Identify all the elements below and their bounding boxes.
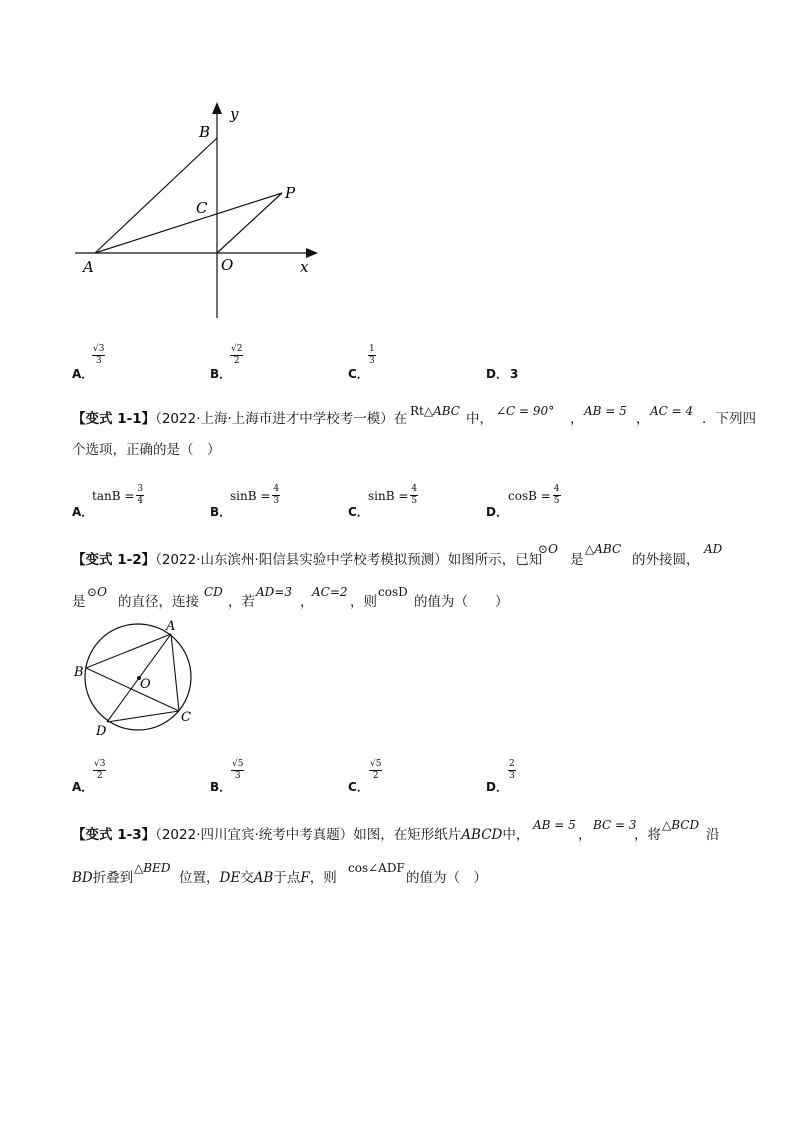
- q2-tri: ABC: [594, 542, 622, 556]
- q1-tag-close: 】: [141, 411, 156, 427]
- q3-jiao: 交: [240, 870, 254, 886]
- q1-comma2: ，: [636, 411, 650, 427]
- q1-option-c-letter: C．: [348, 505, 369, 519]
- q2-triangle-abc: [585, 542, 621, 556]
- label-x: x: [300, 258, 309, 276]
- q2-line2-d: ，则: [350, 594, 377, 610]
- label-p: P: [285, 184, 296, 202]
- q0-option-a-letter: A．: [72, 367, 94, 381]
- q3-line2b: [179, 872, 337, 886]
- q2-option-b-fraction: [231, 760, 244, 781]
- q2-eq2: AC=2: [312, 585, 348, 599]
- q2-circle-o2: [87, 585, 107, 599]
- q3-yudian: 于点: [273, 870, 301, 886]
- q2-eq1: AD=3: [256, 585, 292, 599]
- segment-bc: [86, 668, 179, 711]
- frac-den: 3: [234, 771, 241, 781]
- q3-tag-open: 【: [72, 827, 86, 843]
- frac-den: 3: [509, 771, 515, 781]
- q3-tag-label: 变式 1-3: [85, 827, 142, 843]
- q2-option-d-letter: D．: [486, 780, 508, 794]
- circle-figure: [70, 615, 200, 740]
- x-axis-arrow: [306, 248, 318, 258]
- circle-o-icon: ⊙: [87, 585, 98, 599]
- q3-weizhi: 位置，: [179, 870, 220, 886]
- q2-option-c-letter: C．: [348, 780, 369, 794]
- q2-o: O: [548, 542, 558, 556]
- triangle-icon: △: [134, 861, 144, 875]
- label-c: C: [196, 199, 208, 217]
- q2-shi: 是: [570, 552, 584, 568]
- q1-line1-end: ．下列四: [702, 411, 756, 427]
- fn: tanB =: [92, 488, 135, 503]
- q3-bc: BC = 3: [593, 818, 637, 832]
- q3-bd: BD: [72, 870, 93, 886]
- frac-num: 4: [411, 484, 418, 494]
- q3-zhong: 中，: [502, 827, 530, 843]
- label-o: O: [221, 256, 234, 274]
- q1-line1a: [72, 413, 407, 427]
- frac-num: √3: [93, 344, 105, 354]
- q0-option-d-letter: D．: [486, 367, 508, 381]
- q1-option-a-expr: [92, 485, 144, 506]
- q2-line1a: [72, 554, 542, 568]
- q3-end: 的值为（ ）: [406, 870, 487, 886]
- q3-triangle-bcd: [662, 818, 699, 832]
- frac-den: 3: [95, 356, 102, 366]
- q2-option-a-fraction: [93, 760, 106, 781]
- q3-bed: BED: [143, 861, 171, 875]
- segment-ac: [171, 634, 179, 711]
- y-axis-arrow: [212, 102, 222, 114]
- q0-option-b-fraction: [230, 345, 243, 366]
- q2-line2-c: ，若: [228, 594, 255, 610]
- q3-line1a: [72, 829, 529, 843]
- frac-num: 3: [137, 484, 144, 494]
- q2-line2-e: 的值为（ ）: [414, 594, 509, 610]
- q3-c1: ，: [578, 827, 592, 843]
- frac-den: 5: [411, 496, 418, 506]
- q1-option-d-expr: [508, 485, 561, 506]
- q2-option-c-fraction: [369, 760, 382, 781]
- q3-abcd: ABCD: [461, 827, 503, 843]
- q2-option-a-letter: A．: [72, 780, 94, 794]
- frac-den: 3: [273, 496, 280, 506]
- q1-cond3: AC = 4: [650, 404, 694, 418]
- q2-sep: ，: [300, 594, 314, 610]
- segment-op: [217, 193, 282, 253]
- q0-option-d-value: 3: [510, 367, 519, 381]
- q2-o2: O: [97, 585, 107, 599]
- fn: sinB =: [230, 488, 271, 503]
- q3-line2a: [72, 872, 133, 886]
- q2-tag-open: 【: [72, 552, 86, 568]
- q3-ab: AB = 5: [533, 818, 576, 832]
- q2-line2-a: 是: [72, 594, 86, 610]
- triangle-icon: △: [662, 818, 672, 832]
- label-b: B: [74, 665, 84, 680]
- q1-tag-open: 【: [72, 411, 86, 427]
- q3-yan: 沿: [706, 827, 720, 843]
- q0-option-b-letter: B．: [210, 367, 232, 381]
- label-a: A: [83, 258, 94, 276]
- q0-option-a-fraction: [92, 345, 105, 366]
- frac-num: 2: [509, 759, 515, 769]
- q3-f: F: [300, 870, 310, 886]
- q3-tag-close: 】: [141, 827, 156, 843]
- q3-triangle-bed: [134, 861, 170, 875]
- frac-num: 4: [273, 484, 280, 494]
- q2-option-d-fraction: [508, 760, 516, 781]
- frac-num: 4: [553, 484, 560, 494]
- segment-ap: [95, 193, 282, 253]
- q3-de: DE: [219, 870, 241, 886]
- q1-comma1: ，: [570, 411, 584, 427]
- frac-den: 5: [553, 496, 560, 506]
- q2-source: （2022·山东滨州·阳信县实验中学校考模拟预测）如图所示，已知: [155, 552, 543, 568]
- q1-tag-label: 变式 1-1: [85, 411, 142, 427]
- q2-circle-o: [538, 542, 558, 556]
- q2-line2-b: 的直径，连接: [118, 594, 199, 610]
- q0-option-c-letter: C．: [348, 367, 369, 381]
- q1-option-b-letter: B．: [210, 505, 232, 519]
- frac-den: 3: [369, 356, 375, 366]
- q3-cosadf: cos∠ADF: [348, 861, 405, 875]
- q1-source: （2022·上海·上海市进才中学校考一模）在: [155, 411, 408, 427]
- frac-den: 2: [372, 771, 379, 781]
- label-b: B: [199, 123, 211, 141]
- q2-waijie: 的外接圆，: [632, 552, 700, 568]
- q1-rt: Rt△: [410, 404, 434, 418]
- coordinate-figure: [60, 95, 330, 325]
- q1-option-c-expr: [368, 485, 418, 506]
- q3-source: （2022·四川宜宾·统考中考真题）如图，在矩形纸片: [155, 827, 462, 843]
- frac-num: √5: [370, 759, 382, 769]
- q1-rt-abc: [410, 404, 460, 418]
- label-d: D: [96, 724, 107, 739]
- frac-num: √5: [232, 759, 244, 769]
- q3-bcd: BCD: [671, 818, 700, 832]
- frac-num: √2: [231, 344, 243, 354]
- triangle-icon: △: [585, 542, 595, 556]
- label-a: A: [166, 619, 176, 634]
- frac-num: 1: [369, 344, 375, 354]
- q1-tri: ABC: [433, 404, 460, 418]
- label-o: O: [140, 677, 151, 692]
- q1-line2: 个选项，正确的是（ ）: [72, 442, 221, 458]
- q2-cd: CD: [204, 585, 223, 599]
- q3-ab2: AB: [253, 870, 274, 886]
- fn: sinB =: [368, 488, 409, 503]
- q2-option-b-letter: B．: [210, 780, 232, 794]
- frac-num: √3: [94, 759, 106, 769]
- q1-option-d-letter: D．: [486, 505, 508, 519]
- frac-den: 4: [137, 496, 144, 506]
- q2-tag-label: 变式 1-2: [85, 552, 142, 568]
- q1-option-a-letter: A．: [72, 505, 94, 519]
- q2-tag-close: 】: [141, 552, 156, 568]
- q2-cosd: cosD: [378, 585, 408, 599]
- q1-option-b-expr: [230, 485, 280, 506]
- q3-ze: ，则: [309, 870, 337, 886]
- segment-ab: [95, 138, 217, 253]
- q3-zhedie: 折叠到: [92, 870, 134, 886]
- q3-c2: ，将: [634, 827, 661, 843]
- frac-den: 2: [233, 356, 240, 366]
- q0-option-c-fraction: [368, 345, 376, 366]
- q1-cond1: ∠C = 90°: [496, 404, 555, 418]
- label-y: y: [230, 105, 239, 123]
- circle-o-icon: ⊙: [538, 542, 549, 556]
- label-c: C: [181, 710, 191, 725]
- frac-den: 2: [96, 771, 103, 781]
- q2-ad: AD: [704, 542, 723, 556]
- q1-zhong: 中，: [466, 411, 493, 427]
- fn: cosB =: [508, 488, 551, 503]
- q1-cond2: AB = 5: [584, 404, 627, 418]
